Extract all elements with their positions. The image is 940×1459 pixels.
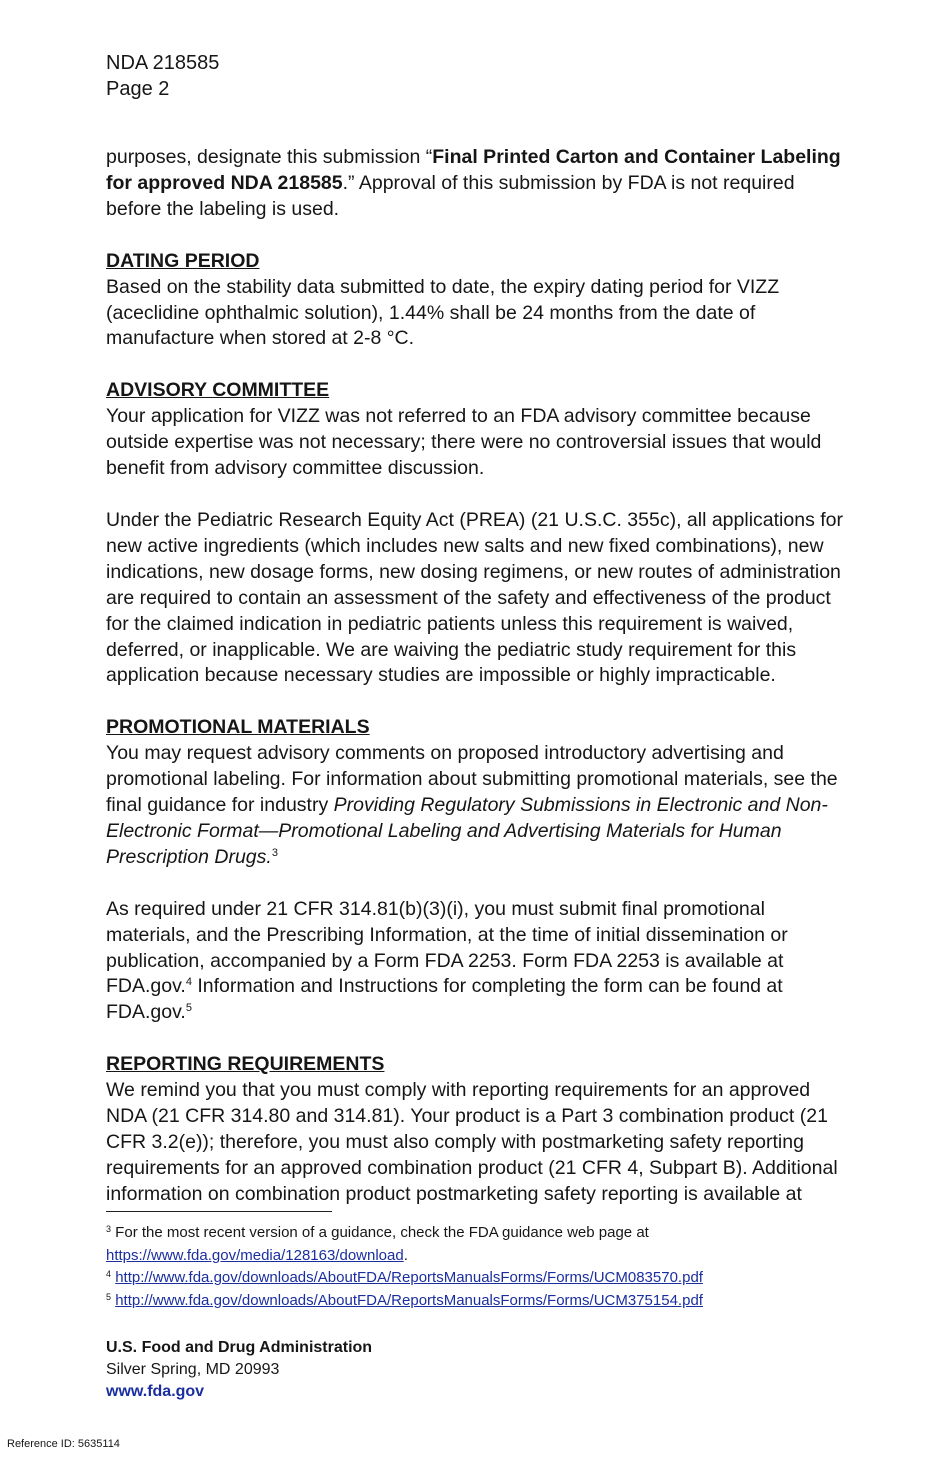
page-header — [106, 50, 219, 102]
intro-paragraph: purposes, designate this submission “Final Printed Carton and Container Labeling for approved NDA 218585.” Approval of this submission by FDA is not required before the labeling is used. — [106, 146, 841, 220]
footnote-divider — [106, 1211, 332, 1212]
footnote-ref-5: 5 — [185, 1002, 192, 1015]
footnotes: $^3$ For the most recent version of a guidance, check the FDA guidance web page at https://www.fda.gov/media/128163/download. $^4$ http://www.fda.gov/downloads/AboutFDA/ReportsManualsForms/Forms/UCM083570.pdf $^5$ http://www.fda.gov/downloads/AboutFDA/ReportsManualsForms/Forms/UCM375154.pdf — [106, 1222, 866, 1312]
footnote-3-link[interactable]: https://www.fda.gov/media/128163/download — [106, 1246, 404, 1264]
agency-website-link[interactable]: www.fda.gov — [106, 1383, 205, 1400]
submission-designation: Final Printed Carton and Container Labeling for approved NDA 218585 — [106, 146, 841, 194]
promotional-paragraph-2: As required under 21 CFR 314.81(b)(3)(i), you must submit final promotional materials, and the Prescribing Information, at the time of initial dissemination or publication, accompanied by a Form FDA 2253. Form FDA 2253 is available at FDA.gov.$^4$ Information and Instructions for completing the form can be found at FDA.gov.$^5$ — [106, 897, 788, 1024]
footnote-4-link[interactable]: http://www.fda.gov/downloads/AboutFDA/ReportsManualsForms/Forms/UCM083570.pdf — [115, 1269, 703, 1286]
footnote-4: $^4$ http://www.fda.gov/downloads/AboutFDA/ReportsManualsForms/Forms/UCM083570.pdf — [106, 1269, 703, 1286]
reference-id: Reference ID: 5635114 — [7, 1438, 120, 1450]
advisory-committee-text: Your application for VIZZ was not referred to an FDA advisory committee because outside expertise was not necessary; there were no controversial issues that would benefit from advisory committee discussion. — [106, 405, 822, 480]
letterhead-footer — [106, 1337, 372, 1403]
promotional-paragraph-1: You may request advisory comments on proposed introductory advertising and promotional labeling. For information about submitting promotional materials, see the final guidance for industry Providing Regulatory Submissions in Electronic and Non-Electronic Format—Promotional Labeling and Advertising Materials for Human Prescription Drugs.$^3$ — [106, 742, 838, 868]
nda-number: NDA 218585 — [106, 52, 220, 74]
reporting-requirements-text: We remind you that you must comply with reporting requirements for an approved NDA (21 CFR 314.80 and 314.81). Your product is a Part 3 combination product (21 CFR 3.2(e)); therefore, you must also comply with postmarketing safety reporting requirements for an approved combination product (21 CFR 4, Subpart B). Additional information on combination product postmarketing safety reporting is available at — [106, 1079, 838, 1205]
section-title-reporting-requirements: REPORTING REQUIREMENTS — [106, 1053, 385, 1076]
dating-period-text: Based on the stability data submitted to date, the expiry dating period for VIZZ (aceclidine ophthalmic solution), 1.44% shall be 24 months from the date of manufacture when stored at 2-8 °C. — [106, 275, 780, 350]
footnote-5-link[interactable]: http://www.fda.gov/downloads/AboutFDA/ReportsManualsForms/Forms/UCM375154.pdf — [115, 1291, 703, 1309]
section-title-advisory-committee: ADVISORY COMMITTEE — [106, 379, 330, 402]
section-title-promotional-materials: PROMOTIONAL MATERIALS — [106, 716, 370, 739]
footnote-5: $^5$ http://www.fda.gov/downloads/AboutFDA/ReportsManualsForms/Forms/UCM375154.pdf — [106, 1291, 703, 1309]
agency-address: Silver Spring, MD 20993 — [106, 1361, 280, 1378]
footnote-ref-4: 4 — [185, 976, 192, 989]
prea-paragraph: Under the Pediatric Research Equity Act (PREA) (21 U.S.C. 355c), all applications for new active ingredients (which includes new salts and new fixed combinations), new indications, new dosage forms, new dosing regimens, or new routes of administration are required to contain an assessment of the safety and effectiveness of the product for the claimed indication in pediatric patients unless this requirement is waived, deferred, or inapplicable. We are waiving the pediatric study requirement for this application because necessary studies are impossible or highly impracticable. — [106, 508, 843, 687]
guidance-title: Providing Regulatory Submissions in Electronic and Non-Electronic Format—Promotional Labeling and Advertising Materials for Human Prescription Drugs. — [106, 794, 828, 868]
letter-body — [106, 145, 846, 1208]
page-number: Page 2 — [106, 78, 170, 100]
agency-name: U.S. Food and Drug Administration — [106, 1339, 373, 1356]
footnote-ref-3: 3 — [271, 846, 278, 859]
footnote-3: $^3$ For the most recent version of a guidance, check the FDA guidance web page at — [106, 1224, 649, 1241]
section-title-dating-period: DATING PERIOD — [106, 249, 260, 272]
